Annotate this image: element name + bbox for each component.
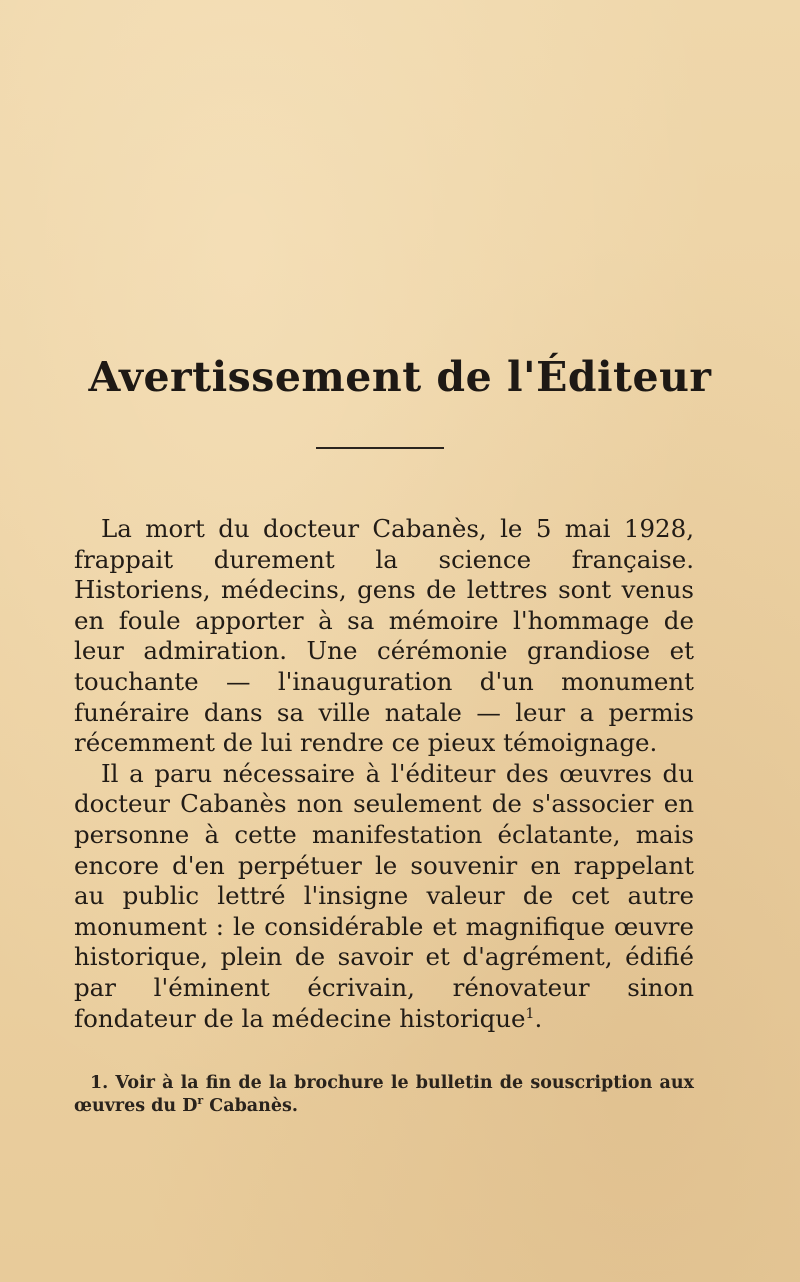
footnote <box>74 1072 694 1118</box>
paragraph-2-text: Il a paru nécessaire à l'éditeur des œuvres du docteur Cabanès non seulement de s'associer en personne à cette manifestation éclatante, mais encore d'en perpétuer le souvenir en rappelant au public lettré l'insigne valeur de cet autre monument : le considérable et magnifique œuvre historique, plein de savoir et d'agrément, édifié par l'éminent écrivain, rénovateur sinon fondateur de la médecine historique <box>74 758 694 1033</box>
paragraph-2 <box>74 759 694 1034</box>
footnote-superscript: r <box>197 1094 204 1108</box>
body-text <box>74 514 694 1034</box>
paragraph-1: La mort du docteur Cabanès, le 5 mai 1928, frappait durement la science française. Historiens, médecins, gens de lettres sont venus en foule apporter à sa mémoire l'hommage de leur admiration. Une cérémonie grandiose et touchante — l'inauguration d'un monument funéraire dans sa ville natale — leur a permis récemment de lui rendre ce pieux témoignage. <box>74 514 694 758</box>
footnote-reference: 1 <box>525 1005 535 1022</box>
footnote-text-after: Cabanès. <box>203 1096 298 1116</box>
page-title: Avertissement de l'Éditeur <box>88 353 712 401</box>
title-divider <box>316 447 444 449</box>
footnote-text-before: 1. Voir à la fin de la brochure le bulletin de souscription aux œuvres du D <box>74 1073 694 1116</box>
paragraph-2-end: . <box>534 1003 543 1033</box>
footnote-text <box>74 1072 694 1118</box>
